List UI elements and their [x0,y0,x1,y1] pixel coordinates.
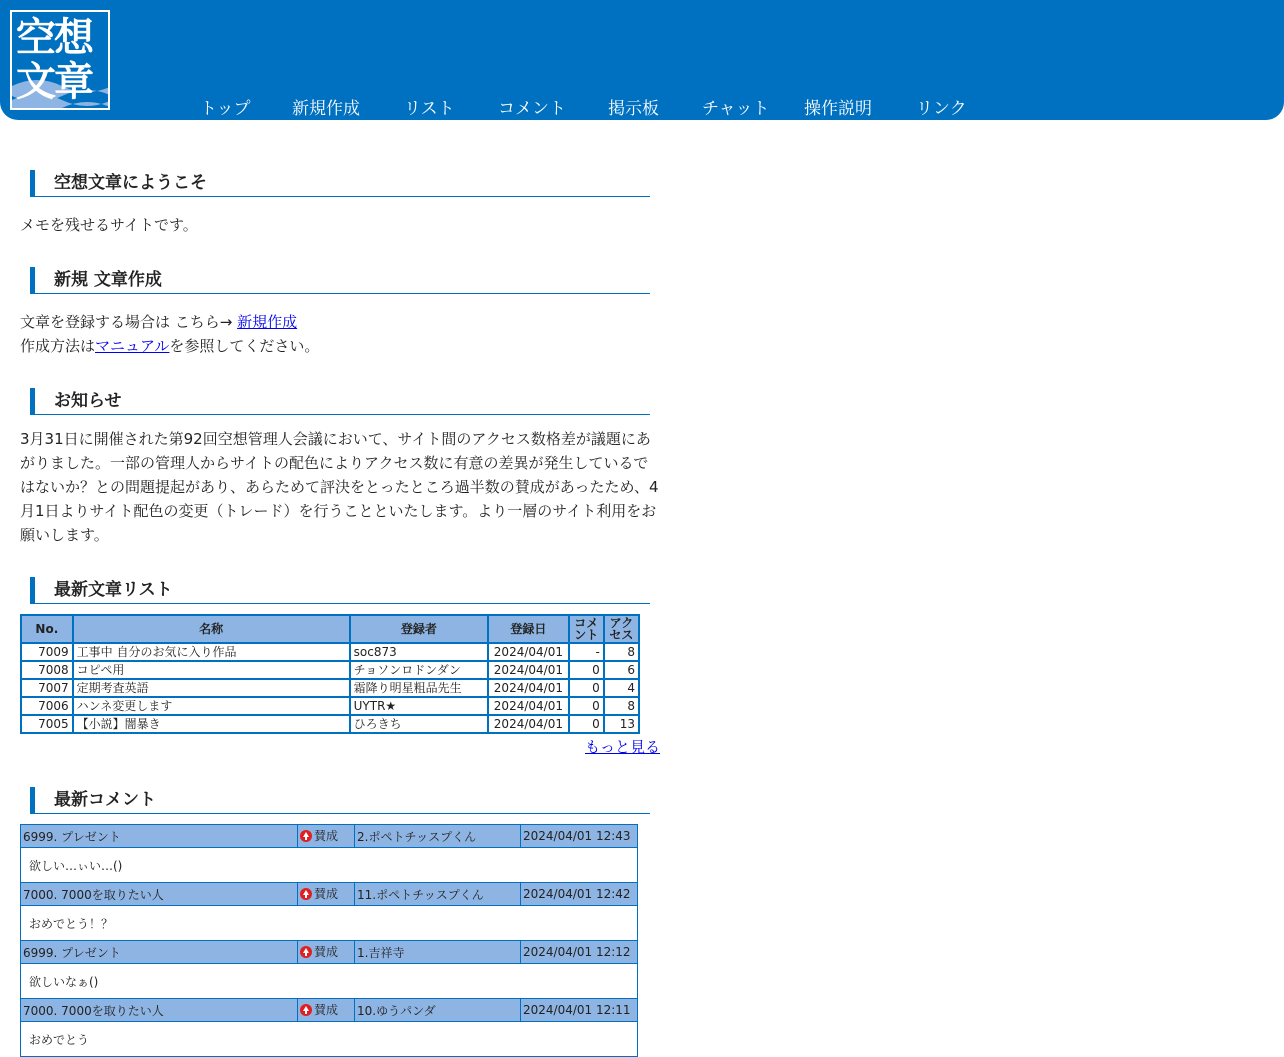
comments-table [20,824,638,1057]
comment-date: 2024/04/01 12:43 [521,825,638,848]
cell-date: 2024/04/01 [488,661,569,679]
cell-no: 7006 [21,697,73,715]
cell-comments: - [569,643,604,661]
cell-no: 7007 [21,679,73,697]
cell-author: soc873 [350,643,488,661]
col-date: 登録日 [488,615,569,643]
nav-board[interactable]: 掲示板 [608,99,659,119]
comment-author: 10.ゆうパンダ [355,999,521,1022]
comments-heading: 最新コメント [30,787,650,814]
nav-comment[interactable]: コメント [498,99,566,119]
upvote-icon [300,946,312,958]
table-row[interactable] [21,643,639,661]
create-heading: 新規 文章作成 [30,267,650,294]
latest-table [20,614,640,734]
site-header [0,0,1284,120]
cell-author: UYTR★ [350,697,488,715]
cell-access: 6 [604,661,639,679]
cell-comments: 0 [569,679,604,697]
cell-title[interactable]: 工事中 自分のお気に入り作品 [73,643,350,661]
comment-author: 2.ポペトチッスプくん [355,825,521,848]
main-content [20,150,660,1057]
cell-date: 2024/04/01 [488,697,569,715]
comment-article[interactable]: 7000. 7000を取りたい人 [21,999,298,1022]
comment-body: おめでとう [21,1022,638,1057]
site-logo[interactable] [10,10,110,110]
create-line1-prefix: 文章を登録する場合は こちら→ [20,313,238,331]
vote-label: 賛成 [314,945,339,960]
cell-author: ひろきち [350,715,488,733]
comment-author: 1.吉祥寺 [355,941,521,964]
table-row[interactable] [21,715,639,733]
table-row[interactable] [21,661,639,679]
comment-article[interactable]: 6999. プレゼント [21,941,298,964]
cell-access: 8 [604,643,639,661]
upvote-icon [300,830,312,842]
comment-article[interactable]: 6999. プレゼント [21,825,298,848]
nav-links[interactable]: リンク [916,99,967,119]
comment-body-row [21,906,638,941]
create-line2-prefix: 作成方法は [20,337,96,355]
upvote-icon [300,1004,312,1016]
cell-date: 2024/04/01 [488,643,569,661]
cell-date: 2024/04/01 [488,715,569,733]
comment-date: 2024/04/01 12:12 [521,941,638,964]
col-author: 登録者 [350,615,488,643]
latest-table-header-row [21,615,639,643]
col-access: アク セス [604,615,639,643]
comment-body: おめでとう！？ [21,906,638,941]
cell-comments: 0 [569,697,604,715]
comment-body-row [21,848,638,883]
vote-label: 賛成 [314,1003,339,1018]
logo-text-line2: 文章 [16,59,92,105]
comment-author: 11.ポペトチッスプくん [355,883,521,906]
cell-title[interactable]: 定期考査英語 [73,679,350,697]
cell-no: 7009 [21,643,73,661]
cell-access: 13 [604,715,639,733]
vote-button[interactable] [298,941,355,964]
cell-author: 霜降り明星粗品先生 [350,679,488,697]
comment-body: 欲しいなぁ() [21,964,638,999]
table-row[interactable] [21,697,639,715]
cell-access: 8 [604,697,639,715]
comment-body: 欲しい…ぃい…() [21,848,638,883]
cell-comments: 0 [569,661,604,679]
col-comments: コメ ント [569,615,604,643]
manual-link[interactable]: マニュアル [95,337,170,355]
comment-header-row [21,883,638,906]
more-link[interactable]: もっと見る [584,738,660,756]
comment-article[interactable]: 7000. 7000を取りたい人 [21,883,298,906]
upvote-icon [300,888,312,900]
nav-new[interactable]: 新規作成 [292,99,360,119]
comment-date: 2024/04/01 12:42 [521,883,638,906]
col-no: No. [21,615,73,643]
cell-title[interactable]: ハンネ変更します [73,697,350,715]
vote-button[interactable] [298,883,355,906]
cell-title[interactable]: 【小説】闇暴き [73,715,350,733]
latest-heading: 最新文章リスト [30,577,650,604]
comment-header-row [21,825,638,848]
create-line2-suffix: を参照してください。 [169,337,320,355]
cell-title[interactable]: コピペ用 [73,661,350,679]
welcome-heading: 空想文章にようこそ [30,170,650,197]
nav-top[interactable]: トップ [200,99,251,119]
nav-chat[interactable]: チャット [702,99,770,119]
table-row[interactable] [21,679,639,697]
cell-no: 7005 [21,715,73,733]
comment-body-row [21,1022,638,1057]
cell-access: 4 [604,679,639,697]
more-row [20,736,660,757]
comment-body-row [21,964,638,999]
vote-label: 賛成 [314,887,339,902]
welcome-text: メモを残せるサイトです。 [20,216,198,234]
logo-text-line1: 空想 [16,15,92,61]
vote-button[interactable] [298,825,355,848]
cell-no: 7008 [21,661,73,679]
nav-list[interactable]: リスト [404,99,455,119]
comment-header-row [21,941,638,964]
cell-date: 2024/04/01 [488,679,569,697]
nav-manual[interactable]: 操作説明 [804,99,872,119]
comment-date: 2024/04/01 12:11 [521,999,638,1022]
notice-heading: お知らせ [30,388,650,415]
comment-header-row [21,999,638,1022]
notice-text: 3月31日に開催された第92回空想管理人会議において、サイト間のアクセス数格差が議題にあがりました。一部の管理人からサイトの配色によりアクセス数に有意の差異が発生しているではないか？との問題提起があり、あらためて評決をとったところ過半数の賛成があったため、4月1日よりサイト配色の変更（トレード）を行うことといたします。より一層のサイト利用をお願いします。 [20,430,659,544]
create-new-link[interactable]: 新規作成 [237,313,298,331]
cell-author: チョソンロドンダン [350,661,488,679]
cell-comments: 0 [569,715,604,733]
vote-button[interactable] [298,999,355,1022]
create-text [20,310,660,358]
vote-label: 賛成 [314,829,339,844]
col-title: 名称 [73,615,350,643]
